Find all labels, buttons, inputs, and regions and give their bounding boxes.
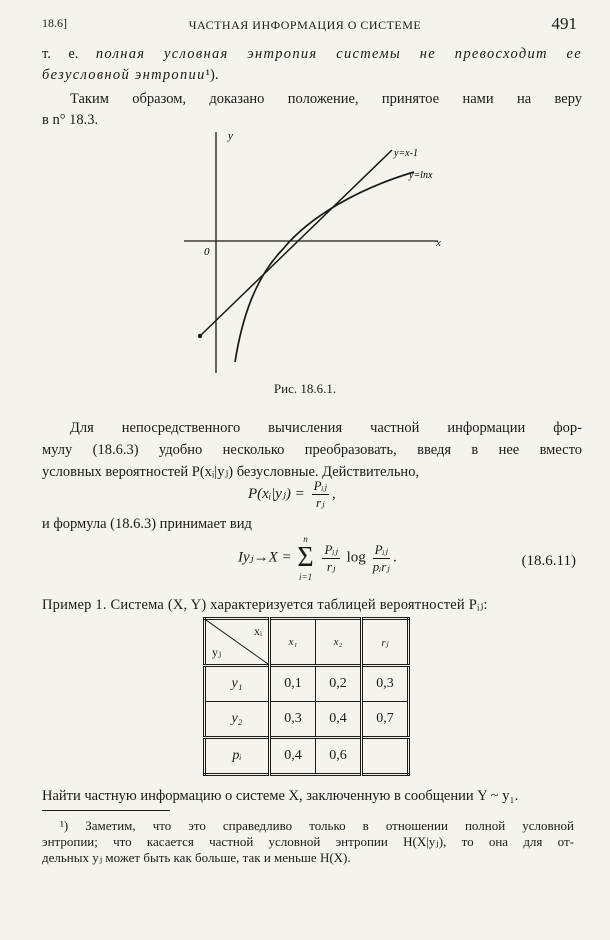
- col-header: x₁: [270, 619, 316, 666]
- table-cell: 0,2: [316, 666, 362, 702]
- table-cell: 0,3: [270, 702, 316, 738]
- table-corner: xᵢ yⱼ: [205, 619, 270, 666]
- para-line-1: Для непосредственного вычисления частной информации фор-: [70, 420, 582, 436]
- example-statement: Пример 1. Система (X, Y) характеризуется таблицей вероятностей Pᵢⱼ:: [42, 597, 488, 613]
- sum-sign: n Σ i=1: [297, 534, 314, 582]
- formula-intro: и формула (18.6.3) принимает вид: [42, 516, 252, 532]
- curve-y-ln-x: [235, 172, 414, 362]
- row-label: pᵢ: [205, 738, 270, 775]
- origin-label: 0: [204, 246, 210, 258]
- table-cell: 0,4: [270, 738, 316, 775]
- section-number: 18.6]: [42, 16, 67, 30]
- table-cell: 0,1: [270, 666, 316, 702]
- running-title: ЧАСТНАЯ ИНФОРМАЦИЯ О СИСТЕМЕ: [188, 18, 422, 32]
- footnote-line-3: дельных yⱼ может быть как больше, так и меньше H(X).: [42, 850, 351, 865]
- row-label: y₂: [205, 702, 270, 738]
- table-row: [205, 666, 409, 702]
- para-line-2: мулу (18.6.3) удобно несколько преобразовать, введя в нее вместо: [42, 442, 582, 458]
- intro-line-1: т. е. полная условная энтропия системы не превосходит ее: [42, 46, 583, 62]
- table-cell: 0,3: [362, 666, 409, 702]
- table-row: [205, 738, 409, 775]
- figure-graph: [180, 128, 460, 378]
- table-cell: 0,7: [362, 702, 409, 738]
- table-cell: 0,6: [316, 738, 362, 775]
- footnote-rule: [42, 810, 170, 811]
- row-label: y₁: [205, 666, 270, 702]
- axis-label-x: x: [436, 237, 441, 249]
- axis-label-y: y: [228, 130, 233, 142]
- footnote-line-2: энтропии; что касается частной условной энтропии H(X|yⱼ), то она для от-: [42, 834, 574, 849]
- para-line-3: условных вероятностей P(xᵢ|yⱼ) безусловные. Действительно,: [42, 464, 420, 480]
- intro-line-2: безусловной энтропии¹).: [42, 67, 219, 83]
- line-y-x-minus-1: [200, 150, 392, 336]
- line-endpoint: [198, 334, 202, 338]
- task-statement: Найти частную информацию о системе X, заключенную в сообщении Y ~ y₁.: [42, 788, 519, 804]
- col-header: rⱼ: [362, 619, 409, 666]
- label-line: y=x-1: [394, 148, 418, 159]
- table-cell: 0,4: [316, 702, 362, 738]
- intro-line-4: в n° 18.3.: [42, 112, 99, 128]
- equation-1: P(xᵢ|yⱼ) = $\frac{\text{Pᵢⱼ}}{\text{rⱼ}}$ ,: [248, 478, 336, 510]
- figure-caption: Рис. 18.6.1.: [273, 381, 337, 396]
- footnote-line-1: ¹) Заметим, что это справедливо только в отношении полной условной: [60, 818, 574, 833]
- page-number: 491: [551, 14, 577, 33]
- equation-2: Iyⱼ→X = n Σ i=1 $\frac{\text{Pᵢⱼ}}{\text{rⱼ}}$ log $\frac{\text{Pᵢⱼ}}{\text{pᵢrⱼ}}$ .: [238, 534, 397, 582]
- equation-number: (18.6.11): [521, 553, 576, 569]
- table-row: [205, 702, 409, 738]
- col-header: x₂: [316, 619, 362, 666]
- probability-table: [203, 617, 410, 776]
- intro-line-3: Таким образом, доказано положение, принятое нами на веру: [70, 91, 582, 107]
- label-log: y=lnx: [409, 170, 433, 181]
- table-cell: [362, 738, 409, 775]
